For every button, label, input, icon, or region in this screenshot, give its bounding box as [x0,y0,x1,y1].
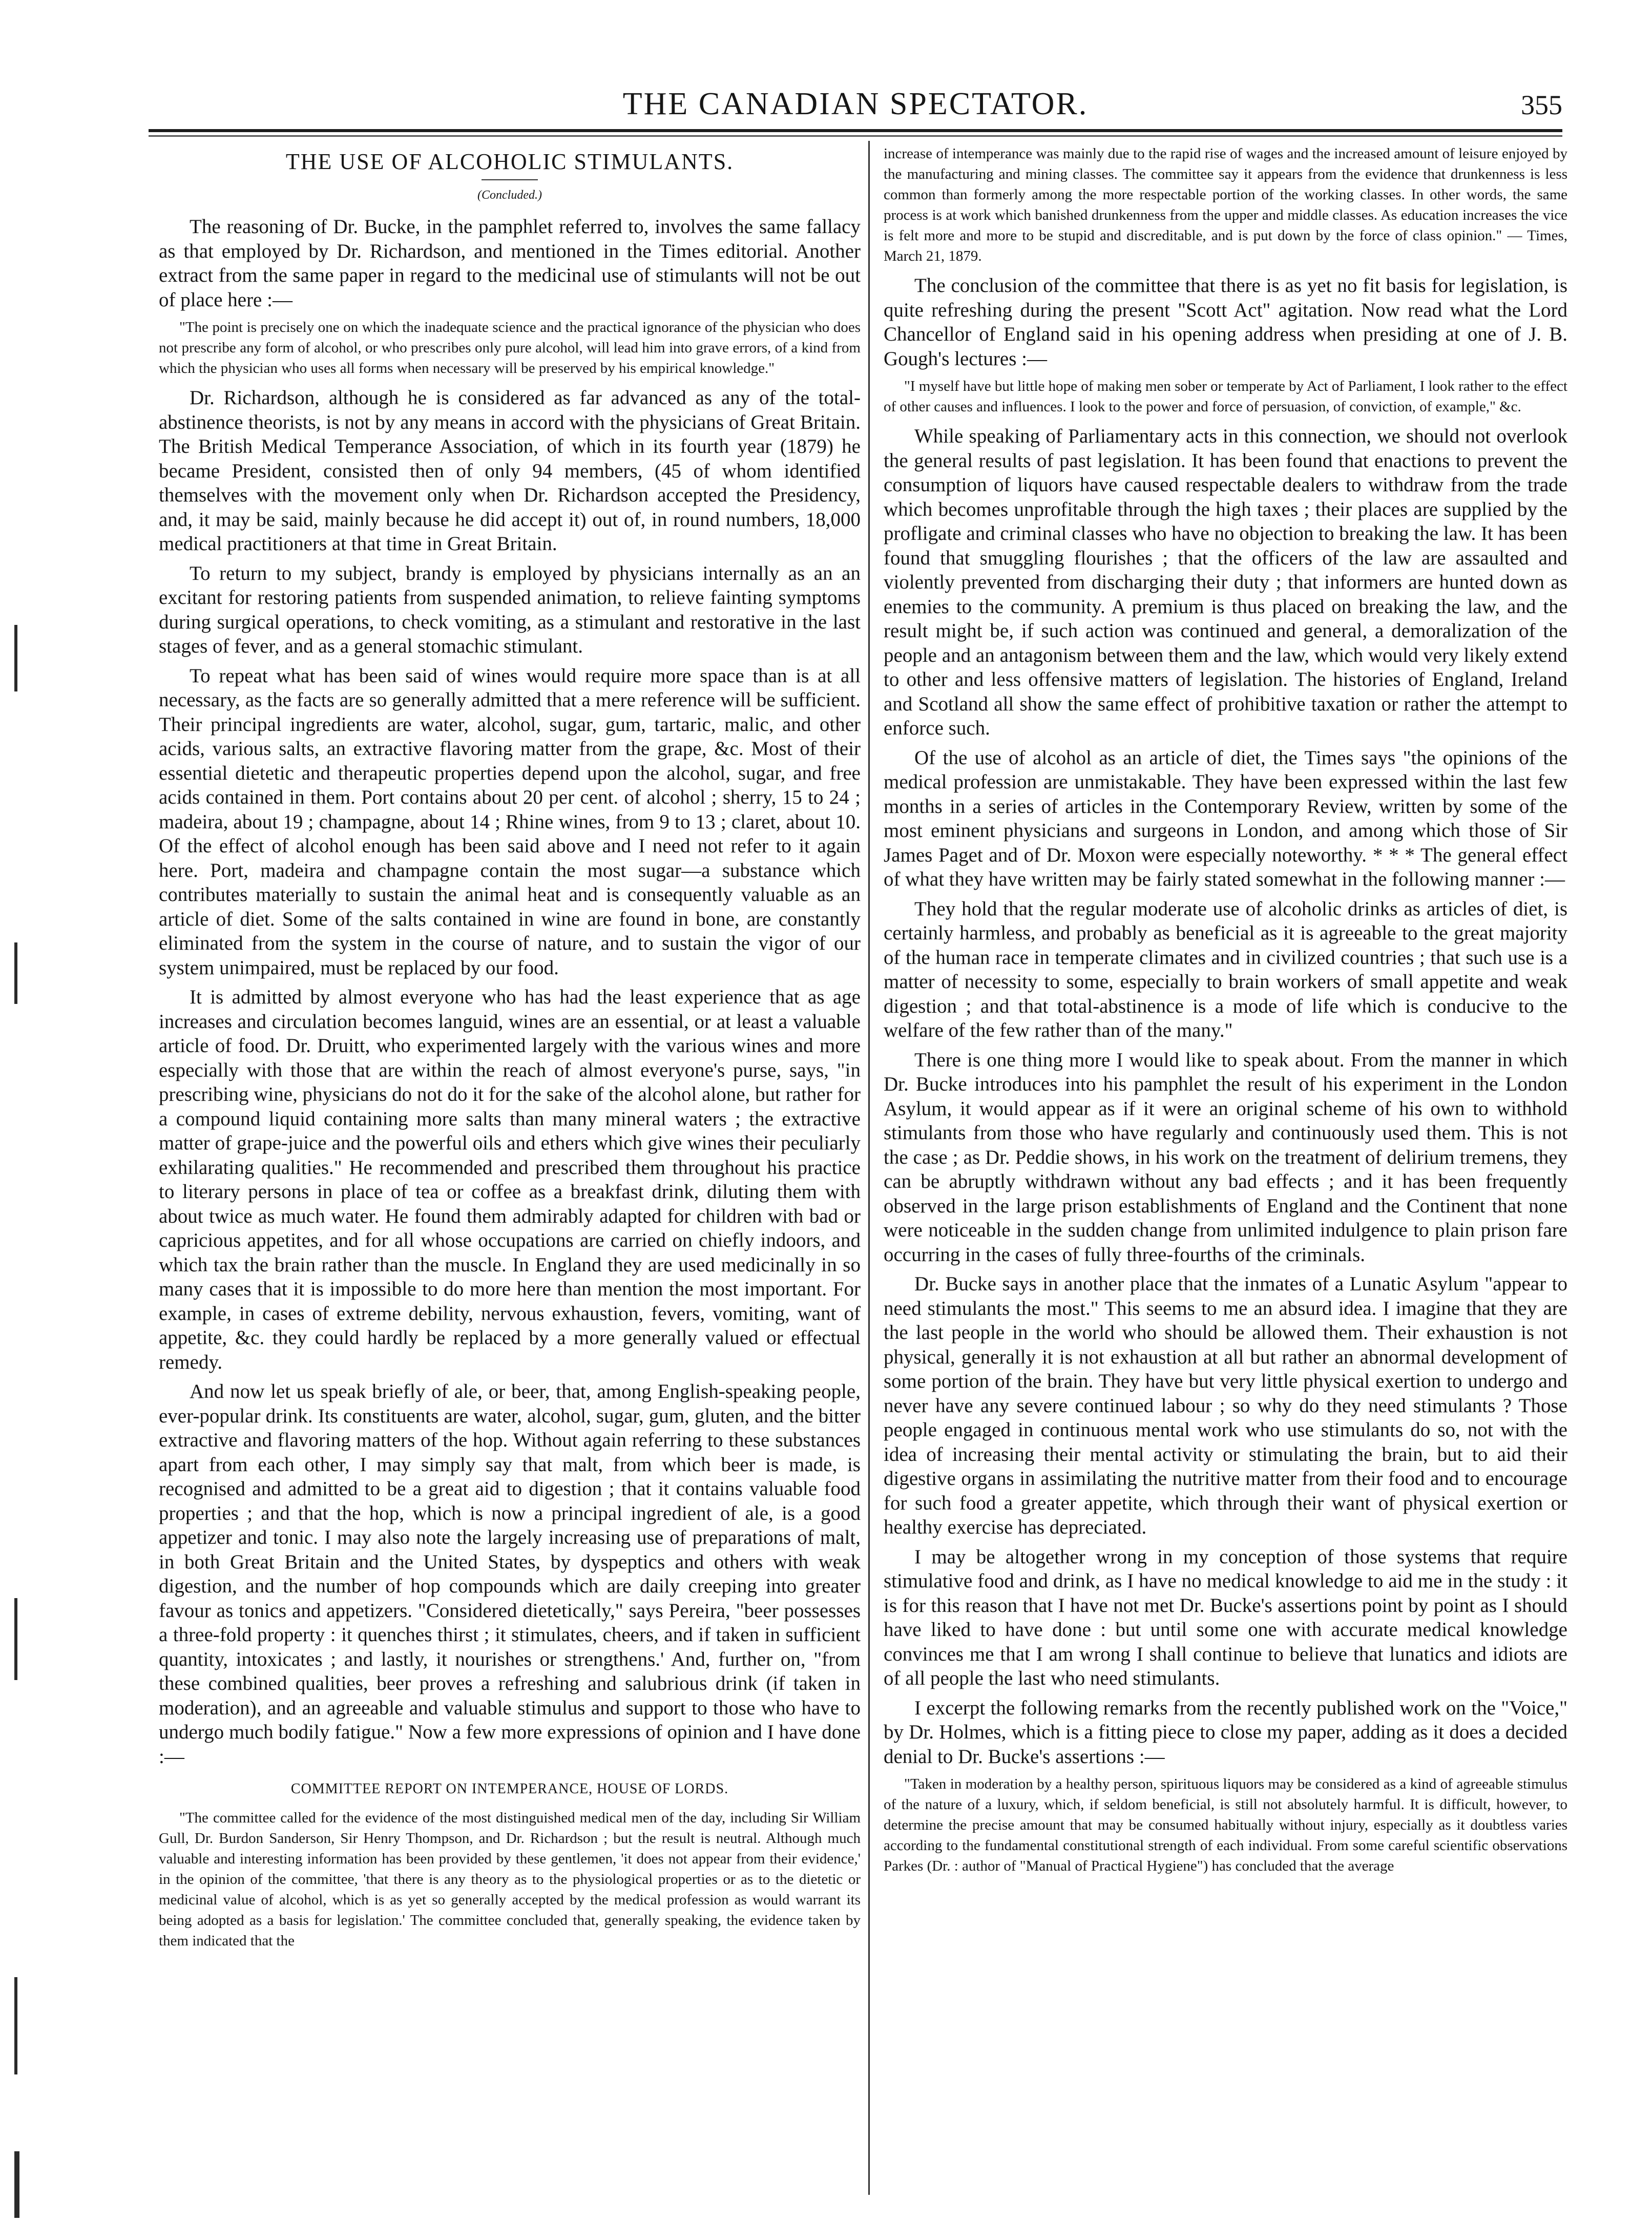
paragraph: It is admitted by almost everyone who has had the least experience that as age increases and circulation becomes languid, wines are an essential, or at least a valuable article of food. Dr. Druitt, who experimented largely with the various wines and more especially with those that are within the reach of almost everyone's purse, says, "in prescribing wine, physicians do not do it for the sake of the alcohol alone, but rather for a compound liquid containing more salts than many mineral waters ; the extractive matter of grape-juice and the powerful oils and ethers which give wines their peculiarly exhilarating qualities." He recommended and prescribed them throughout his practice to literary persons in place of tea or coffee as a breakfast drink, diluting them with about twice as much water. He found them admirably adapted for children with bad or capricious appetites, and for all whose occupations are carried on chiefly indoors, and which tax the brain rather than the muscle. In England they are used medicinally in so many cases that it is impossible to do more here than mention the most important. For example, in cases of extreme debility, nervous exhaustion, fevers, vomiting, want of appetite, &c. they could hardly be replaced by a more generally valued or effectual remedy. [159,986,861,1373]
paragraph: To repeat what has been said of wines would require more space than is at all necessary, as the facts are so generally admitted that a mere reference will be sufficient. Their principal ingredients are water, alcohol, sugar, gum, tartaric, malic, and other acids, various salts, an extractive flavoring matter from the grape, &c. Most of their essential dietetic and therapeutic properties depend upon the alcohol, sugar, and free acids contained in them. Port contains about 20 per cent. of alcohol ; sherry, 15 to 24 ; madeira, about 19 ; champagne, about 14 ; Rhine wines, from 9 to 13 ; claret, about 10. Of the effect of alcohol enough has been said above and I need not refer to it again here. Port, madeira and champagne contain the most sugar—a substance which contributes materially to sustain the animal heat and is consequently valuable as an article of diet. Some of the salts contained in wine are found in bone, are constantly eliminated from the system in the course of nature, and to sustain the vigor of our system unimpaired, must be replaced by our food. [159,664,861,979]
left-column [159,143,861,1958]
binding-mark [14,1598,17,1680]
right-column [884,143,1567,1883]
paragraph: I may be altogether wrong in my conception of those systems that require stimulative food and drink, as I have no medical knowledge to aid me in the study : it is for this reason that I have not met Dr. Bucke's assertions point by point as I should have liked to have done : but until some one with accurate medical knowledge convinces me that I am wrong I shall continue to believe that lunatics and idiots are of all people the last who need stimulants. [884,1545,1567,1689]
paragraph: Of the use of alcohol as an article of diet, the Times says "the opinions of the medical profession are unmistakable. They have been expressed within the last few months in a series of articles in the Contemporary Review, written by some of the most eminent physicians and surgeons in London, and among which those of Sir James Paget and of Dr. Moxon were especially noteworthy. * * * The general effect of what they have written may be fairly stated somewhat in the following manner :— [884,746,1567,890]
column-divider [868,141,870,2195]
paragraph: Dr. Richardson, although he is considered as far advanced as any of the total-abstinence theorists, is not by any means in accord with the physicians of Great Britain. The British Medical Temperance Association, of which in its fourth year (1879) he became President, consisted then of only 94 members, (45 of whom identified themselves with the movement only when Dr. Richardson accepted the Presidency, and, it may be said, mainly because he did accept it) out of, in round numbers, 18,000 medical practitioners at that time in Great Britain. [159,387,861,555]
block-quote: "The committee called for the evidence of the most distinguished medical men of the day, including Sir William Gull, Dr. Burdon Sanderson, Sir Henry Thompson, and Dr. Richardson ; but the result is neutral. Although much valuable and interesting information has been provided by these gentlemen, 'it does not appear from their evidence,' in the opinion of the committee, 'that there is any theory as to the physiological properties or as to the dietetic or medicinal value of alcohol, which is as yet so generally accepted by the medical profession as would warrant its being adopted as a basis for legislation.' The committee concluded that, generally speaking, the evidence taken by them indicated that the [159,1809,861,1949]
paragraph: The reasoning of Dr. Bucke, in the pamphlet referred to, involves the same fallacy as that employed by Dr. Richardson, and mentioned in the Times editorial. Another extract from the same paper in regard to the medicinal use of stimulants will not be out of place here :— [159,216,861,311]
header-rule [149,129,1562,132]
block-quote: "The point is precisely one on which the inadequate science and the practical ignorance of the physician who does not prescribe any form of alcohol, or who prescribes only pure alcohol, will lead him into grave errors, of a kind from which the physician who uses all forms when necessary will be preserved by his empirical knowledge." [159,319,861,376]
page-binding-edge [0,0,31,2223]
title-rule [482,179,538,180]
header-rule-thin [149,135,1562,137]
paragraph: To return to my subject, brandy is employed by physicians internally as an an excitant for restoring patients from suspended animation, to relieve fainting symptoms during surgical operations, to check vomiting, as a stimulant and restorative in the last stages of fever, and as a general stomachic stimulant. [159,562,861,657]
binding-mark [14,625,17,691]
page-number: 355 [1521,90,1562,120]
paragraph: And now let us speak briefly of ale, or beer, that, among English-speaking people, ever-popular drink. Its constituents are water, alcohol, sugar, gum, gluten, and the bitter extractive and flavoring matters of the hop. Without again referring to these substances apart from each other, I may simply say that malt, from which beer is made, is recognised and admitted to be a great aid to digestion ; that it contains valuable food properties ; and that the hop, which is now a principal ingredient of ale, is a good appetizer and tonic. I may also note the largely increasing use of preparations of malt, in both Great Britain and the United States, by dyspeptics and others with weak digestion, and the number of hop compounds which are daily creeping into greater favour as tonics and appetizers. "Considered dietetically," says Pereira, "beer possesses a three-fold property : it quenches thirst ; it stimulates, cheers, and if taken in sufficient quantity, intoxicates ; and lastly, it nourishes or strengthens.' And, further on, "from these combined qualities, beer proves a refreshing and salubrious drink (if taken in moderation), and an agreeable and valuable stimulus and support to those who have to undergo much bodily fatigue." Now a few more expressions of opinion and I have done :— [159,1380,861,1768]
block-quote-continued: increase of intemperance was mainly due to the rapid rise of wages and the increased amount of leisure enjoyed by the manufacturing and mining classes. The committee say it appears from the evidence that drunkenness is less common than formerly among the more respectable portion of the working classes. In other words, the same process is at work which banished drunkenness from the upper and middle classes. As education increases the vice is felt more and more to be stupid and discreditable, and is put down by the force of class opinion." — Times, March 21, 1879. [884,145,1567,264]
binding-mark [14,1977,17,2074]
journal-title: THE CANADIAN SPECTATOR. [622,87,1089,121]
paragraph: There is one thing more I would like to speak about. From the manner in which Dr. Bucke introduces into his pamphlet the result of his experiment in the London Asylum, it would appear as if it were an original scheme of his own to withhold stimulants from those who have regularly and continuously used them. This is not the case ; as Dr. Peddie shows, in his work on the treatment of delirium tremens, they can be abruptly withdrawn without any bad effects ; and it has been frequently observed in the large prison establishments of England and the Continent that none were noticeable in the sudden change from unlimited indulgence to plain prison fare occurring in the cases of fully three-fourths of the criminals. [884,1048,1567,1266]
binding-mark [14,942,17,1004]
article-title: THE USE OF ALCOHOLIC STIMULANTS. [285,149,734,174]
paragraph: Dr. Bucke says in another place that the inmates of a Lunatic Asylum "appear to need stimulants the most." This seems to me an absurd idea. I imagine that they are the last people in the world who should be allowed them. Their exhaustion is not physical, generally it is not exhaustion at all but rather an abnormal development of some portion of the brain. They have but very little physical exertion to undergo and never have any severe continued labour ; so why do they need stimulants ? Those people engaged in continuous mental work who use stimulants do so, not with the idea of increasing their mental activity or stimulating the brain, but to aid their digestive organs in assimilating the nutritive matter from their food and to encourage for such food a greater appetite, which through their want of physical exertion or healthy exercise has depreciated. [884,1273,1567,1538]
paragraph: They hold that the regular moderate use of alcoholic drinks as articles of diet, is certainly harmless, and probably as beneficial as it is agreeable to the great majority of the human race in temperate climates and in civilized countries ; that such use is a matter of necessity to some, especially to brain workers of small appetite and weak digestion ; and that total-abstinence is a mode of life which is conducive to the welfare of the few rather than of the many." [884,897,1567,1041]
binding-mark [14,2151,19,2218]
block-quote: "I myself have but little hope of making men sober or temperate by Act of Parliament, I look rather to the effect of other causes and influences. I look to the power and force of persuasion, of conviction, of example," &c. [884,378,1567,415]
paragraph: I excerpt the following remarks from the recently published work on the "Voice," by Dr. Holmes, which is a fitting piece to close my paper, adding as it does a decided denial to Dr. Bucke's assertions :— [884,1696,1567,1768]
paragraph: The conclusion of the committee that there is as yet no fit basis for legislation, is quite refreshing during the present "Scott Act" agitation. Now read what the Lord Chancellor of England said in his opening address when presiding at one of J. B. Gough's lectures :— [884,275,1567,370]
section-subhead: COMMITTEE REPORT ON INTEMPERANCE, HOUSE OF LORDS. [290,1781,729,1797]
block-quote: "Taken in moderation by a healthy person, spirituous liquors may be considered as a kind of agreeable stimulus of the nature of a luxury, which, if seldom beneficial, is still not absolutely harmful. It is difficult, however, to determine the precise amount that may be consumed habitually without injury, especially as it doubtless varies according to the fundamental constitutional strength of each individual. From some careful scientific observations Parkes (Dr. : author of "Manual of Practical Hygiene") has concluded that the average [884,1776,1567,1874]
paragraph: While speaking of Parliamentary acts in this connection, we should not overlook the general results of past legislation. It has been found that enactions to prevent the consumption of liquors have caused respectable dealers to withdraw from the trade which becomes unprofitable through the high taxes ; their places are supplied by the profligate and criminal classes who have no objection to breaking the law. It has been found that smuggling flourishes ; that the officers of the law are assaulted and violently prevented from discharging their duty ; that informers are hunted down as enemies to the community. A premium is thus placed on breaking the law, and the result might be, if such action was continued and general, a demoralization of the people and an antagonism between them and the law, which would very likely extend to other and less offensive matters of legislation. The histories of England, Ireland and Scotland all show the same effect of prohibitive taxation or rather the attempt to enforce such. [884,425,1567,739]
concluded-note: (Concluded.) [477,188,542,202]
